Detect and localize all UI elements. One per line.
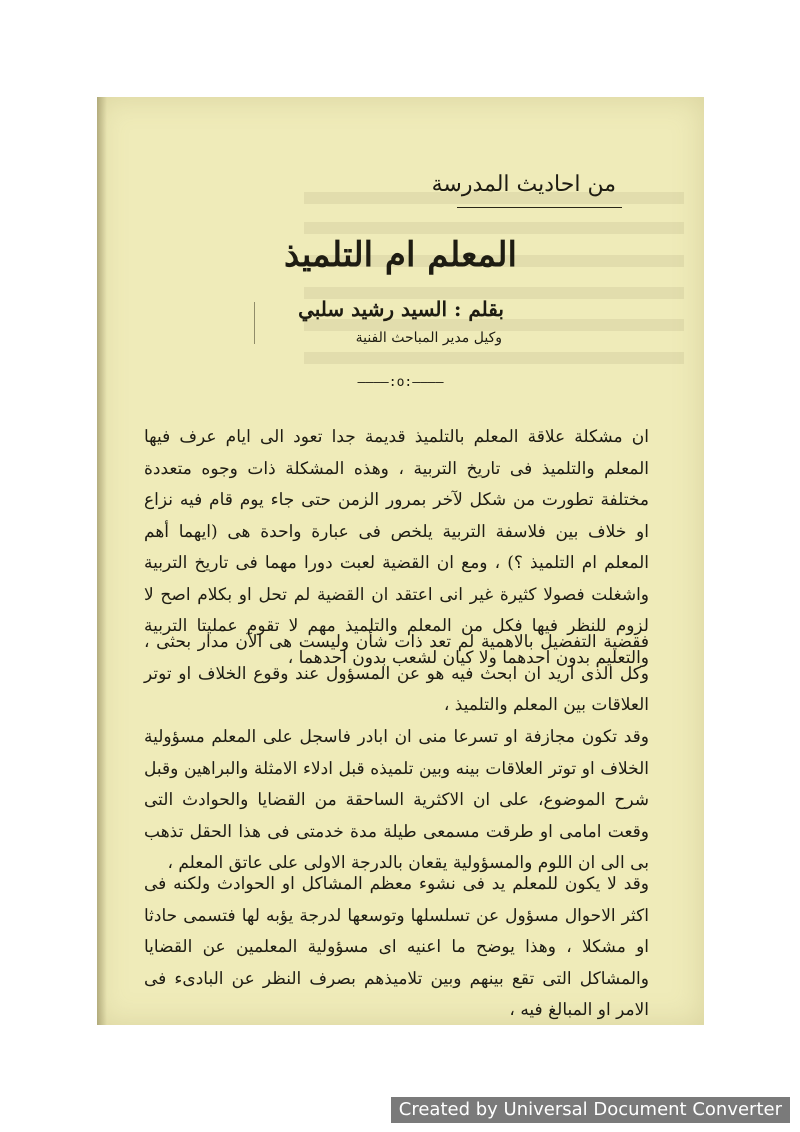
paragraph: وقد لا يكون للمعلم يد فى نشوء معظم المشاكل او الحوادث ولكنه فى اكثر الاحوال مسؤول عن تسلسلها وتوسعها لدرجة يؤبه لها فتسمى حادثا او مشكلا ، وهذا يوضح ما اعنيه اى مسؤولية المعلمين عن القضايا والمشاكل التى تقع بينهم وبين تلاميذهم بصرف النظر عن البادىء فى الامر او المبالغ فيه ، bbox=[144, 874, 649, 1020]
bleed-through-text bbox=[304, 222, 684, 234]
paragraph: ان مشكلة علاقة المعلم بالتلميذ قديمة جدا تعود الى ايام عرف فيها المعلم والتلميذ فى تاريخ التربية ، وهذه المشكلة ذات وجوه متعددة مختلفة تطورت من شكل لآخر بمرور الزمن حتى جاء يوم قام فيه نزاع او خلاف بين فلاسفة التربية يلخص فى عبارة واحدة هى (ايهما أهم المعلم ام التلميذ ؟) ، ومع ان القضية لعبت دورا مهما فى تاريخ التربية واشغلت فصولا كثيرة غير انى اعتقد ان القضية لم تحل او بكلام اصح لا لزوم للنظر فيها فكل من المعلم والتلميذ مهم لا تقوم عمليتا التربية والتعليم بدون احدهما ولا كيان لشعب بدون احدهما ، bbox=[144, 427, 649, 668]
paragraph: فقضية التفضيل بالاهمية لم تعد ذات شأن وليست هى الآن مدار بحثى ، وكل الذى اريد ان ابحث فيه هو عن المسؤول عند وقوع الخلاف او توتر العلاقات بين المعلم والتلميذ ، bbox=[144, 632, 649, 715]
margin-mark bbox=[254, 302, 255, 344]
author-role: وكيل مدير المباحث الفنية bbox=[355, 330, 502, 346]
bleed-through-text bbox=[304, 352, 684, 364]
page-title: المعلم ام التلميذ bbox=[283, 235, 517, 275]
section-title-rule bbox=[457, 207, 622, 208]
scanned-page bbox=[97, 97, 704, 1025]
paragraph: وقد تكون مجازفة او تسرعا منى ان ابادر فاسجل على المعلم مسؤولية الخلاف او توتر العلاقات بينه وبين تلميذه قبل ادلاء الامثلة والبراهين وقبل شرح الموضوع، على ان الاكثرية الساحقة من القضايا والحوادث التى وقعت امامى او طرقت مسمعى طيلة مدة خدمتى فى هذا الحقل تذهب بى الى ان اللوم والمسؤولية يقعان بالدرجة الاولى على عاتق المعلم ، bbox=[144, 727, 649, 873]
watermark-banner: Created by Universal Document Converter bbox=[391, 1097, 790, 1123]
section-title: من احاديث المدرسة bbox=[431, 172, 616, 197]
separator: ————:o:———— bbox=[357, 375, 444, 390]
author-byline: بقلم : السيد رشيد سلبي bbox=[298, 297, 504, 321]
